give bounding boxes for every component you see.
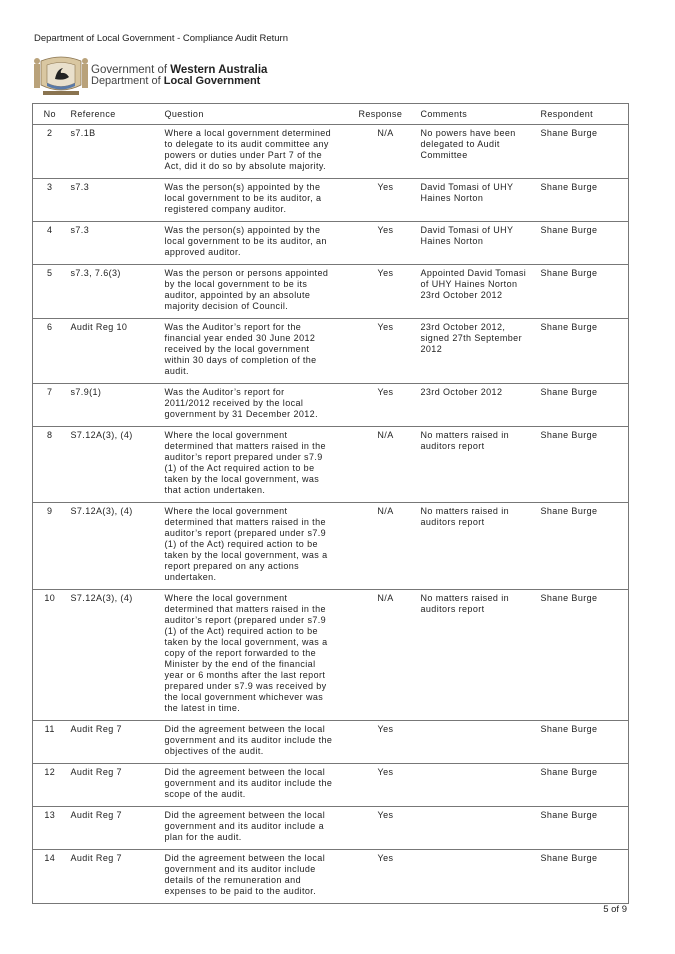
table-row (33, 721, 629, 764)
cell-comments: No matters raised in auditors report (417, 427, 537, 503)
cell-respondent: Shane Burge (537, 222, 629, 265)
column-header-question: Question (161, 104, 355, 125)
government-logo (33, 55, 273, 97)
cell-response: Yes (355, 384, 417, 427)
table-row (33, 125, 629, 179)
cell-reference: Audit Reg 7 (67, 807, 161, 850)
cell-respondent: Shane Burge (537, 807, 629, 850)
cell-reference: Audit Reg 7 (67, 764, 161, 807)
cell-respondent: Shane Burge (537, 265, 629, 319)
wa-government-crest-icon (33, 55, 89, 97)
cell-comments: Appointed David Tomasi of UHY Haines Norton 23rd October 2012 (417, 265, 537, 319)
table-row (33, 850, 629, 904)
cell-no: 12 (33, 764, 67, 807)
cell-response: N/A (355, 427, 417, 503)
cell-response: N/A (355, 503, 417, 590)
cell-question: Where a local government determined to delegate to its audit committee any powers or duties under Part 7 of the Act, did it do so by absolute majority. (161, 125, 355, 179)
cell-no: 14 (33, 850, 67, 904)
cell-comments: No matters raised in auditors report (417, 590, 537, 721)
document-header-title: Department of Local Government - Compliance Audit Return (34, 33, 288, 44)
table-row (33, 222, 629, 265)
cell-reference: S7.12A(3), (4) (67, 590, 161, 721)
cell-no: 7 (33, 384, 67, 427)
logo-line2-bold: Local Government (163, 75, 261, 87)
cell-no: 5 (33, 265, 67, 319)
cell-response: Yes (355, 222, 417, 265)
column-header-respondent: Respondent (537, 104, 629, 125)
cell-reference: S7.12A(3), (4) (67, 503, 161, 590)
page-number: 5 of 9 (603, 904, 627, 915)
table-row (33, 319, 629, 384)
cell-question: Was the Auditor’s report for 2011/2012 received by the local government by 31 December 2012. (161, 384, 355, 427)
logo-line1-bold: Western Australia (170, 64, 268, 76)
cell-no: 8 (33, 427, 67, 503)
cell-comments: No powers have been delegated to Audit Committee (417, 125, 537, 179)
cell-response: Yes (355, 721, 417, 764)
cell-comments: 23rd October 2012 (417, 384, 537, 427)
table-row (33, 503, 629, 590)
cell-respondent: Shane Burge (537, 590, 629, 721)
cell-no: 11 (33, 721, 67, 764)
cell-reference: s7.3, 7.6(3) (67, 265, 161, 319)
table-row (33, 384, 629, 427)
table-row (33, 764, 629, 807)
column-header-no: No (33, 104, 67, 125)
cell-comments (417, 850, 537, 904)
cell-response: Yes (355, 807, 417, 850)
cell-comments: 23rd October 2012, signed 27th September 2012 (417, 319, 537, 384)
cell-reference: s7.1B (67, 125, 161, 179)
cell-respondent: Shane Burge (537, 850, 629, 904)
cell-no: 13 (33, 807, 67, 850)
cell-respondent: Shane Burge (537, 319, 629, 384)
cell-response: N/A (355, 125, 417, 179)
table-header-row (33, 104, 629, 125)
table-row (33, 179, 629, 222)
column-header-reference: Reference (67, 104, 161, 125)
cell-respondent: Shane Burge (537, 764, 629, 807)
cell-comments (417, 764, 537, 807)
table-row (33, 807, 629, 850)
cell-comments: David Tomasi of UHY Haines Norton (417, 179, 537, 222)
cell-comments: No matters raised in auditors report (417, 503, 537, 590)
cell-response: Yes (355, 764, 417, 807)
cell-respondent: Shane Burge (537, 125, 629, 179)
compliance-audit-table (32, 103, 629, 904)
column-header-comments: Comments (417, 104, 537, 125)
cell-respondent: Shane Burge (537, 179, 629, 222)
logo-line2-prefix: Department of (91, 75, 164, 87)
logo-line1-prefix: Government of (91, 64, 171, 76)
cell-question: Did the agreement between the local government and its auditor include the scope of the audit. (161, 764, 355, 807)
cell-question: Was the person or persons appointed by the local government to be its auditor, appointed by an absolute majority decision of Council. (161, 265, 355, 319)
table-row (33, 265, 629, 319)
cell-reference: s7.9(1) (67, 384, 161, 427)
cell-response: Yes (355, 265, 417, 319)
cell-respondent: Shane Burge (537, 384, 629, 427)
cell-question: Was the person(s) appointed by the local government to be its auditor, an approved auditor. (161, 222, 355, 265)
cell-no: 10 (33, 590, 67, 721)
cell-response: Yes (355, 319, 417, 384)
cell-question: Did the agreement between the local government and its auditor include details of the remuneration and expenses to be paid to the auditor. (161, 850, 355, 904)
cell-reference: s7.3 (67, 222, 161, 265)
cell-comments (417, 721, 537, 764)
cell-comments (417, 807, 537, 850)
cell-question: Where the local government determined that matters raised in the auditor’s report prepared under s7.9 (1) of the Act required action to be taken by the local government, was that action undertaken. (161, 427, 355, 503)
cell-respondent: Shane Burge (537, 427, 629, 503)
cell-reference: S7.12A(3), (4) (67, 427, 161, 503)
cell-reference: Audit Reg 7 (67, 721, 161, 764)
cell-no: 9 (33, 503, 67, 590)
cell-comments: David Tomasi of UHY Haines Norton (417, 222, 537, 265)
cell-no: 3 (33, 179, 67, 222)
cell-reference: Audit Reg 7 (67, 850, 161, 904)
cell-question: Did the agreement between the local government and its auditor include the objectives of the audit. (161, 721, 355, 764)
cell-no: 6 (33, 319, 67, 384)
cell-no: 2 (33, 125, 67, 179)
cell-question: Where the local government determined that matters raised in the auditor’s report (prepared under s7.9 (1) of the Act) required action to be taken by the local government, was a report prepared on any actions undertaken. (161, 503, 355, 590)
table-row (33, 427, 629, 503)
cell-question: Was the Auditor’s report for the financial year ended 30 June 2012 received by the local government within 30 days of completion of the audit. (161, 319, 355, 384)
cell-question: Did the agreement between the local government and its auditor include a plan for the audit. (161, 807, 355, 850)
cell-no: 4 (33, 222, 67, 265)
cell-reference: Audit Reg 10 (67, 319, 161, 384)
cell-reference: s7.3 (67, 179, 161, 222)
cell-response: N/A (355, 590, 417, 721)
column-header-response: Response (355, 104, 417, 125)
cell-question: Where the local government determined that matters raised in the auditor’s report (prepared under s7.9 (1) of the Act) required action to be taken by the local government, was a copy of the report forwarded to the Minister by the end of the financial year or 6 months after the last report prepared under s7.9 was received by the local government whichever was the latest in time. (161, 590, 355, 721)
cell-question: Was the person(s) appointed by the local government to be its auditor, a registered company auditor. (161, 179, 355, 222)
cell-respondent: Shane Burge (537, 503, 629, 590)
table-body (33, 125, 629, 904)
cell-response: Yes (355, 179, 417, 222)
cell-response: Yes (355, 850, 417, 904)
table-row (33, 590, 629, 721)
cell-respondent: Shane Burge (537, 721, 629, 764)
